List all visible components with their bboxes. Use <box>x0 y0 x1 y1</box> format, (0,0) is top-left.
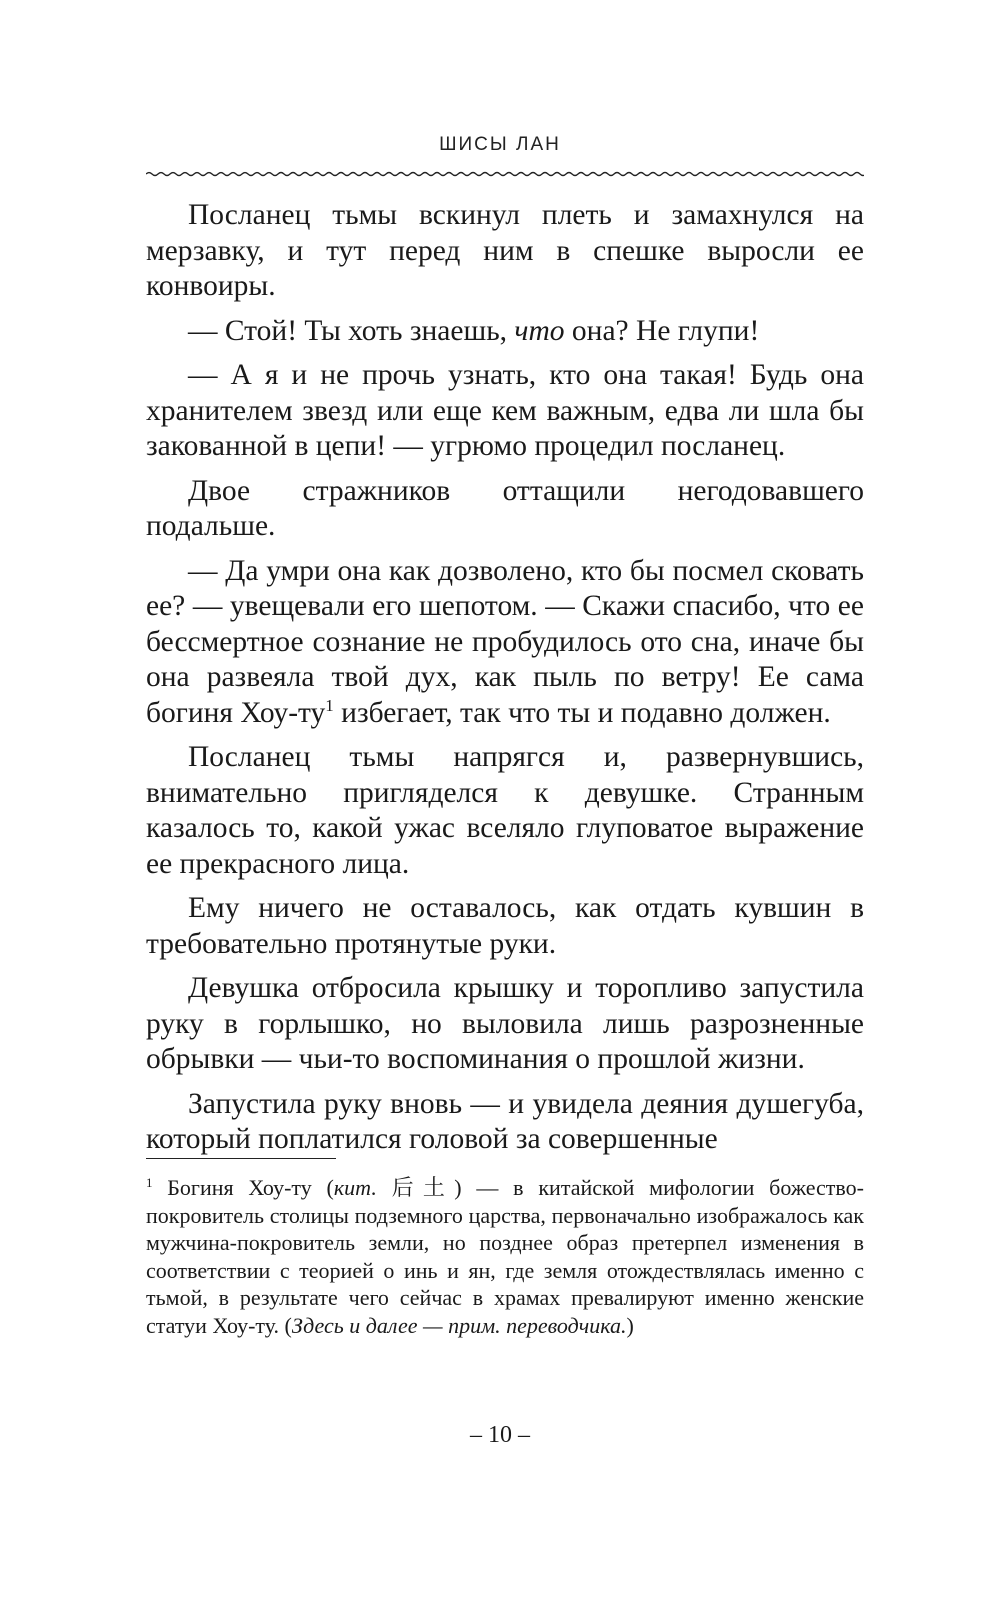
footnote-separator <box>146 1158 336 1159</box>
body-text <box>146 198 864 1167</box>
language-abbreviation: кит. <box>333 1175 377 1200</box>
page-number: – 10 – <box>470 1422 530 1448</box>
paragraph: — Да умри она как дозволено, кто бы посмел сковать ее? — увещевали его шепотом. — Скажи спасибо, что ее бессмертное сознание не пробудилось ото сна, иначе бы она развеяла твой дух, как пыль по ветру! Ее сама богиня Хоу-ту$^1$ избегает, так что ты и подавно должен. <box>146 554 864 729</box>
chinese-characters: 后土 <box>376 1175 455 1200</box>
wavy-header-rule <box>146 168 864 180</box>
paragraph: Девушка отбросила крышку и торопливо запустила руку в горлышко, но выловила лишь разрозненные обрывки — чьи-то воспоминания о прошлой жизни. <box>146 972 864 1075</box>
paragraph: Посланец тьмы напрягся и, развернувшись, внимательно пригляделся к девушке. Странным казалось то, какой ужас вселяло глуповатое выражение ее прекрасного лица. <box>146 741 864 880</box>
footnote-marker: 1 <box>146 1175 153 1190</box>
paragraph: — Стой! Ты хоть знаешь, что она? Не глупи! <box>188 314 760 347</box>
paragraph: Посланец тьмы вскинул плеть и замахнулся на мерзавку, и тут перед ним в спешке выросли ее конвоиры. <box>146 199 864 302</box>
translator-note: Здесь и далее — прим. переводчика. <box>291 1312 627 1338</box>
paragraph: Запустила руку вновь — и увидела деяния душегуба, который поплатился головой за совершенные <box>146 1087 864 1155</box>
paragraph: Ему ничего не оставалось, как отдать кувшин в требовательно протянутые руки. <box>146 892 864 960</box>
emphasis: что <box>514 314 565 347</box>
footnote-reference[interactable]: 1 <box>325 695 334 715</box>
running-header: ШИСЫ ЛАН <box>439 134 561 155</box>
paragraph: — А я и не прочь узнать, кто она такая! Будь она хранителем звезд или еще кем важным, едва ли шла бы закованной в цепи! — угрюмо процедил посланец. <box>146 359 864 462</box>
paragraph: Двое стражников оттащили негодовавшего подальше. <box>146 474 864 542</box>
footnote: $^1$ Богиня Хоу-ту (кит. 后土) — в китайской мифологии божество-покровитель столицы подземного царства, первоначально изображалось как мужчина-покровитель земли, но позднее образ претерпел изменения в соответствии с теорией о инь и ян, где земля отождествлялась именно с тьмой, в результате чего сейчас в храмах превалируют именно женские статуи Хоу-ту. (Здесь и далее — прим. переводчика.) <box>146 1175 864 1338</box>
